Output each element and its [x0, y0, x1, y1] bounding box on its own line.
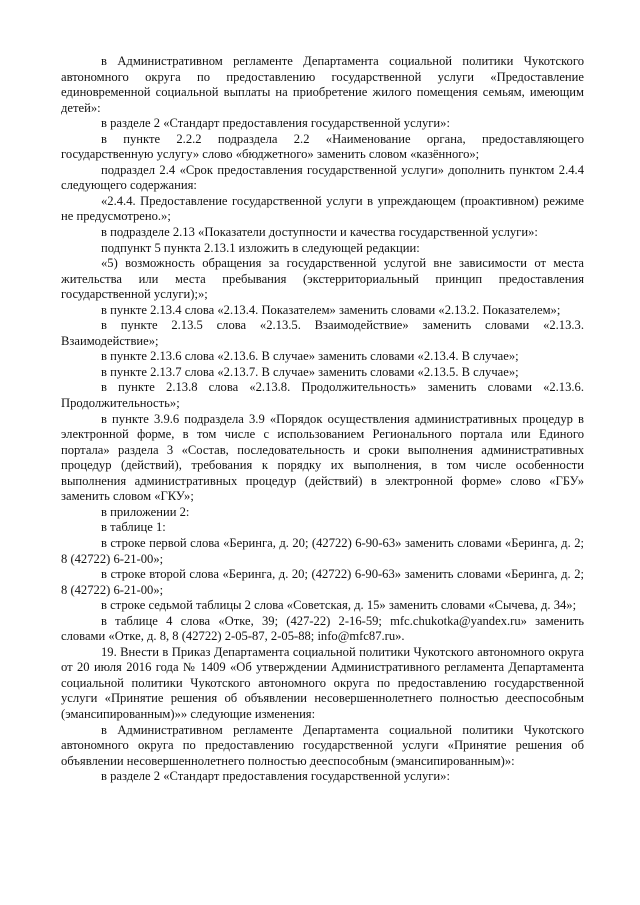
paragraph: в разделе 2 «Стандарт предоставления государственной услуги»:	[101, 116, 450, 131]
paragraph: в пункте 2.13.8 слова «2.13.8. Продолжительность» заменить словами «2.13.6. Продолжительность»;	[61, 380, 584, 411]
paragraph: в разделе 2 «Стандарт предоставления государственной услуги»:	[101, 769, 450, 784]
paragraph: в Административном регламенте Департамента социальной политики Чукотского автономного округа по предоставлению государственной услуги «Принятие решения об объявлении несовершеннолетнего полностью дееспособным (эмансипированным)»:	[61, 722, 584, 768]
paragraph: в пункте 2.13.7 слова «2.13.7. В случае» заменить словами «2.13.5. В случае»;	[101, 364, 519, 379]
paragraph: в строке седьмой таблицы 2 слова «Советская, д. 15» заменить словами «Сычева, д. 34»;	[101, 598, 577, 613]
paragraph: в пункте 3.9.6 подраздела 3.9 «Порядок осуществления административных процедур в электронной форме, в том числе с использованием Регионального портала или Единого портала» раздела 3 «Состав, последовательность и сроки выполнения административных процедур (действий), требования к порядку их выполнения, в том числе особенности выполнения административных процедур (действий) в электронной форме» слово «ГБУ» заменить словом «ГКУ»;	[61, 411, 584, 504]
paragraph: в подразделе 2.13 «Показатели доступности и качества государственной услуги»:	[101, 225, 538, 240]
paragraph: в строке первой слова «Беринга, д. 20; (42722) 6-90-63» заменить словами «Беринга, д. 2; 8 (42722) 6-21-00»;	[61, 535, 584, 566]
paragraph: в пункте 2.13.4 слова «2.13.4. Показателем» заменить словами «2.13.2. Показателем»;	[101, 302, 561, 317]
document-body	[61, 54, 584, 785]
paragraph: в Административном регламенте Департамента социальной политики Чукотского автономного округа по предоставлению государственной услуги «Предоставление единовременной социальной выплаты на приобретение жилого помещения семьям, имеющим детей»:	[61, 54, 584, 115]
paragraph: подраздел 2.4 «Срок предоставления государственной услуги» дополнить пунктом 2.4.4 следующего содержания:	[61, 162, 584, 193]
paragraph: в таблице 4 слова «Отке, 39; (427-22) 2-16-59; mfc.chukotka@yandex.ru» заменить словами «Отке, д. 8, 8 (42722) 2-05-87, 2-05-88; info@mfc87.ru».	[61, 613, 584, 644]
paragraph: в пункте 2.13.5 слова «2.13.5. Взаимодействие» заменить словами «2.13.3. Взаимодействие»;	[61, 318, 584, 348]
paragraph: в таблице 1:	[101, 520, 166, 535]
paragraph: в пункте 2.2.2 подраздела 2.2 «Наименование органа, предоставляющего государственную услугу» слово «бюджетного» заменить словом «казённого»;	[61, 131, 584, 162]
paragraph: «5) возможность обращения за государственной услугой вне зависимости от места жительства или места пребывания (экстерриториальный принцип предоставления государственной услуги);»;	[61, 256, 584, 302]
paragraph: в строке второй слова «Беринга, д. 20; (42722) 6-90-63» заменить словами «Беринга, д. 2; 8 (42722) 6-21-00»;	[61, 567, 584, 597]
paragraph: «2.4.4. Предоставление государственной услуги в упреждающем (проактивном) режиме не предусмотрено.»;	[61, 193, 584, 224]
paragraph: подпункт 5 пункта 2.13.1 изложить в следующей редакции:	[101, 240, 420, 255]
paragraph: в приложении 2:	[101, 504, 190, 519]
paragraph: в пункте 2.13.6 слова «2.13.6. В случае» заменить словами «2.13.4. В случае»;	[101, 349, 519, 364]
paragraph: 19. Внести в Приказ Департамента социальной политики Чукотского автономного округа от 20 июля 2016 года № 1409 «Об утверждении Административного регламента Департамента социальной политики Чукотского автономного округа по предоставлению государственной услуги «Принятие решения об объявлении несовершеннолетнего полностью дееспособным (эмансипированным)»» следующие изменения:	[61, 644, 584, 721]
